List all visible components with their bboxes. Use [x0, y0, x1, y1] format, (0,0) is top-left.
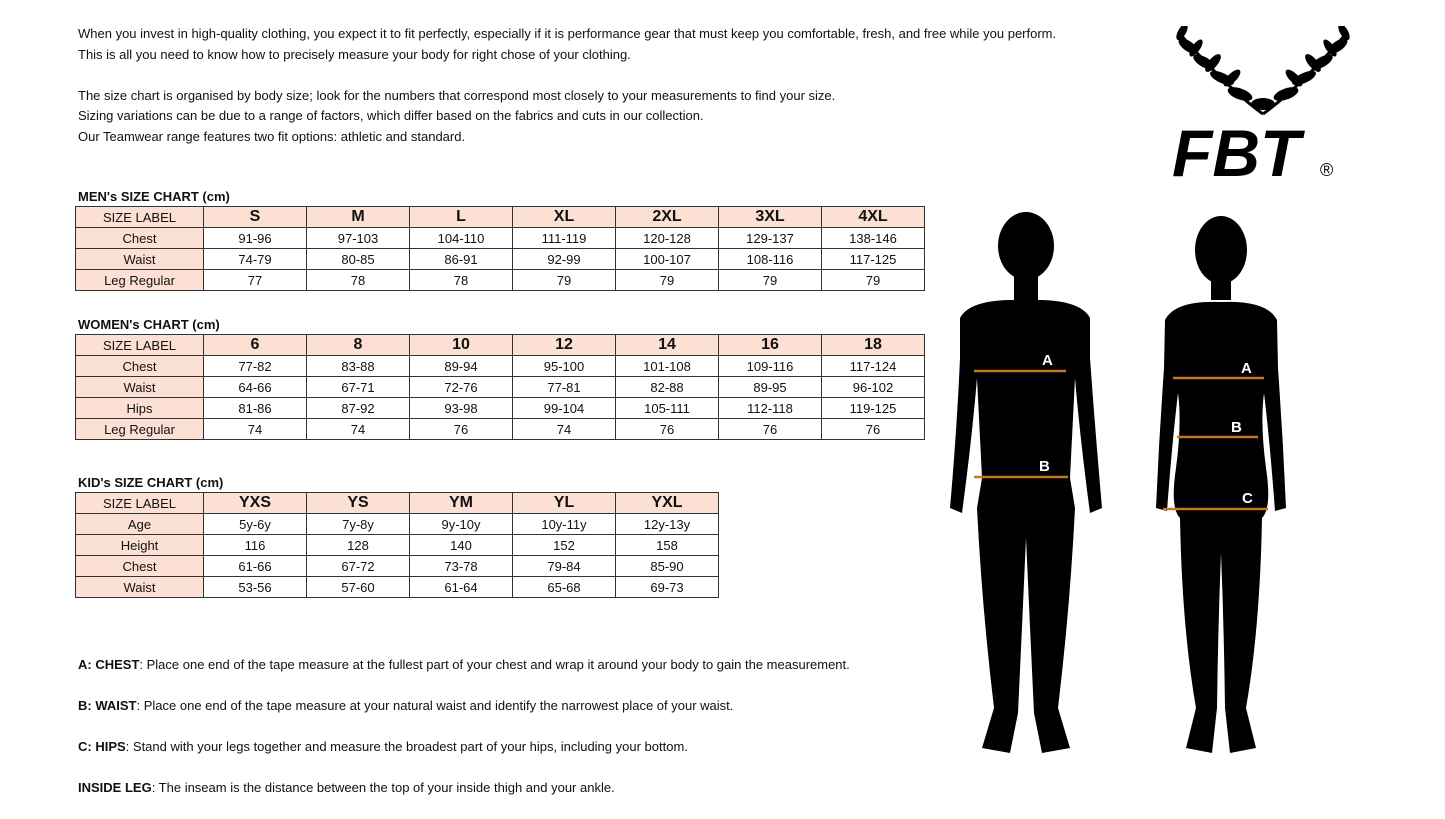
value-cell: 67-71 — [307, 377, 410, 398]
value-cell: 152 — [513, 535, 616, 556]
value-cell: 117-124 — [822, 356, 925, 377]
value-cell: 78 — [410, 270, 513, 291]
value-cell: 85-90 — [616, 556, 719, 577]
value-cell: 117-125 — [822, 249, 925, 270]
value-cell: 79 — [822, 270, 925, 291]
table-row — [76, 398, 925, 419]
row-label: Leg Regular — [76, 270, 204, 291]
measurement-notes — [78, 655, 850, 819]
note-text: : Stand with your legs together and measure the broadest part of your hips, including your bottom. — [125, 739, 688, 754]
size-header-cell: 16 — [719, 335, 822, 356]
laurel-icon — [1168, 26, 1358, 186]
women-chart-title: WOMEN's CHART (cm) — [78, 317, 220, 332]
value-cell: 67-72 — [307, 556, 410, 577]
intro-text — [78, 24, 1088, 147]
size-header-cell: YL — [513, 493, 616, 514]
value-cell: 77 — [204, 270, 307, 291]
value-cell: 61-64 — [410, 577, 513, 598]
value-cell: 7y-8y — [307, 514, 410, 535]
value-cell: 5y-6y — [204, 514, 307, 535]
kids-size-table — [75, 492, 719, 598]
table-row — [76, 270, 925, 291]
value-cell: 74 — [513, 419, 616, 440]
value-cell: 128 — [307, 535, 410, 556]
size-header-cell: S — [204, 207, 307, 228]
value-cell: 80-85 — [307, 249, 410, 270]
value-cell: 109-116 — [719, 356, 822, 377]
value-cell: 53-56 — [204, 577, 307, 598]
value-cell: 64-66 — [204, 377, 307, 398]
size-header-cell: 12 — [513, 335, 616, 356]
value-cell: 97-103 — [307, 228, 410, 249]
intro-line: The size chart is organised by body size; look for the numbers that correspond most closely to your measurements to find your size. — [78, 87, 836, 103]
value-cell: 119-125 — [822, 398, 925, 419]
note-term: INSIDE LEG — [78, 780, 152, 795]
men-header-row — [76, 207, 925, 228]
value-cell: 99-104 — [513, 398, 616, 419]
intro-line: This is all you need to know how to precisely measure your body for right chose of your clothing. — [78, 46, 631, 62]
value-cell: 12y-13y — [616, 514, 719, 535]
table-row — [76, 577, 719, 598]
size-header-cell: YS — [307, 493, 410, 514]
value-cell: 89-94 — [410, 356, 513, 377]
value-cell: 10y-11y — [513, 514, 616, 535]
female-mark-c: C — [1242, 490, 1253, 507]
size-header-cell: 14 — [616, 335, 719, 356]
value-cell: 79 — [719, 270, 822, 291]
body-figures — [930, 208, 1310, 763]
size-label-header: SIZE LABEL — [76, 493, 204, 514]
male-mark-a: A — [1042, 352, 1053, 369]
value-cell: 79 — [616, 270, 719, 291]
value-cell: 73-78 — [410, 556, 513, 577]
value-cell: 76 — [616, 419, 719, 440]
note-text: : The inseam is the distance between the top of your inside thigh and your ankle. — [151, 780, 615, 795]
value-cell: 77-82 — [204, 356, 307, 377]
value-cell: 87-92 — [307, 398, 410, 419]
note-item — [78, 778, 850, 799]
row-label: Waist — [76, 377, 204, 398]
male-silhouette-icon — [950, 212, 1102, 753]
note-text: : Place one end of the tape measure at the fullest part of your chest and wrap it around your body to gain the measurement. — [139, 657, 850, 672]
row-label: Chest — [76, 228, 204, 249]
note-term: B: WAIST — [78, 698, 137, 713]
value-cell: 100-107 — [616, 249, 719, 270]
row-label: Chest — [76, 556, 204, 577]
value-cell: 93-98 — [410, 398, 513, 419]
value-cell: 76 — [719, 419, 822, 440]
value-cell: 105-111 — [616, 398, 719, 419]
size-header-cell: 4XL — [822, 207, 925, 228]
size-header-cell: YXL — [616, 493, 719, 514]
value-cell: 74 — [307, 419, 410, 440]
value-cell: 69-73 — [616, 577, 719, 598]
value-cell: 129-137 — [719, 228, 822, 249]
note-term: A: CHEST — [78, 657, 140, 672]
value-cell: 104-110 — [410, 228, 513, 249]
value-cell: 65-68 — [513, 577, 616, 598]
note-item — [78, 737, 850, 758]
value-cell: 72-76 — [410, 377, 513, 398]
size-header-cell: 8 — [307, 335, 410, 356]
size-header-cell: L — [410, 207, 513, 228]
row-label: Age — [76, 514, 204, 535]
size-header-cell: YXS — [204, 493, 307, 514]
value-cell: 140 — [410, 535, 513, 556]
value-cell: 74 — [204, 419, 307, 440]
women-size-table — [75, 334, 925, 440]
value-cell: 9y-10y — [410, 514, 513, 535]
size-header-cell: 6 — [204, 335, 307, 356]
value-cell: 83-88 — [307, 356, 410, 377]
value-cell: 120-128 — [616, 228, 719, 249]
row-label: Chest — [76, 356, 204, 377]
kids-chart-title: KID's SIZE CHART (cm) — [78, 475, 224, 490]
value-cell: 78 — [307, 270, 410, 291]
registered-mark: ® — [1320, 160, 1334, 180]
row-label: Waist — [76, 577, 204, 598]
male-mark-b: B — [1039, 458, 1050, 475]
table-row — [76, 514, 719, 535]
size-header-cell: YM — [410, 493, 513, 514]
value-cell: 61-66 — [204, 556, 307, 577]
table-row — [76, 228, 925, 249]
value-cell: 96-102 — [822, 377, 925, 398]
row-label: Height — [76, 535, 204, 556]
men-chart-title: MEN's SIZE CHART (cm) — [78, 189, 230, 204]
women-header-row — [76, 335, 925, 356]
size-header-cell: 3XL — [719, 207, 822, 228]
table-row — [76, 419, 925, 440]
female-mark-a: A — [1241, 360, 1252, 377]
value-cell: 91-96 — [204, 228, 307, 249]
female-silhouette-icon — [1156, 216, 1286, 753]
value-cell: 112-118 — [719, 398, 822, 419]
value-cell: 116 — [204, 535, 307, 556]
value-cell: 74-79 — [204, 249, 307, 270]
value-cell: 81-86 — [204, 398, 307, 419]
intro-line: Sizing variations can be due to a range of factors, which differ based on the fabrics and cuts in our collection. — [78, 108, 704, 123]
table-row — [76, 249, 925, 270]
size-label-header: SIZE LABEL — [76, 335, 204, 356]
value-cell: 76 — [822, 419, 925, 440]
intro-line: When you invest in high-quality clothing, you expect it to fit perfectly, especially if it is performance gear that must keep you comfortable, fresh, and free while you perform. — [78, 26, 1057, 41]
value-cell: 82-88 — [616, 377, 719, 398]
logo-wordmark: FBT — [1172, 116, 1301, 186]
kids-header-row — [76, 493, 719, 514]
table-row — [76, 377, 925, 398]
men-size-table — [75, 206, 925, 291]
value-cell: 95-100 — [513, 356, 616, 377]
value-cell: 79-84 — [513, 556, 616, 577]
female-mark-b: B — [1231, 419, 1242, 436]
value-cell: 138-146 — [822, 228, 925, 249]
size-header-cell: XL — [513, 207, 616, 228]
value-cell: 89-95 — [719, 377, 822, 398]
value-cell: 108-116 — [719, 249, 822, 270]
size-header-cell: 2XL — [616, 207, 719, 228]
row-label: Waist — [76, 249, 204, 270]
row-label: Leg Regular — [76, 419, 204, 440]
table-row — [76, 556, 719, 577]
note-text: : Place one end of the tape measure at your natural waist and identify the narrowest place of your waist. — [136, 698, 734, 713]
size-header-cell: 18 — [822, 335, 925, 356]
value-cell: 86-91 — [410, 249, 513, 270]
value-cell: 79 — [513, 270, 616, 291]
table-row — [76, 535, 719, 556]
size-header-cell: 10 — [410, 335, 513, 356]
note-term: C: HIPS — [78, 739, 126, 754]
value-cell: 57-60 — [307, 577, 410, 598]
row-label: Hips — [76, 398, 204, 419]
value-cell: 111-119 — [513, 228, 616, 249]
note-item — [78, 696, 850, 717]
table-row — [76, 356, 925, 377]
value-cell: 76 — [410, 419, 513, 440]
size-label-header: SIZE LABEL — [76, 207, 204, 228]
value-cell: 77-81 — [513, 377, 616, 398]
value-cell: 158 — [616, 535, 719, 556]
value-cell: 92-99 — [513, 249, 616, 270]
brand-logo — [1168, 26, 1358, 186]
size-header-cell: M — [307, 207, 410, 228]
value-cell: 101-108 — [616, 356, 719, 377]
intro-line: Our Teamwear range features two fit options: athletic and standard. — [78, 128, 466, 144]
note-item — [78, 655, 850, 676]
